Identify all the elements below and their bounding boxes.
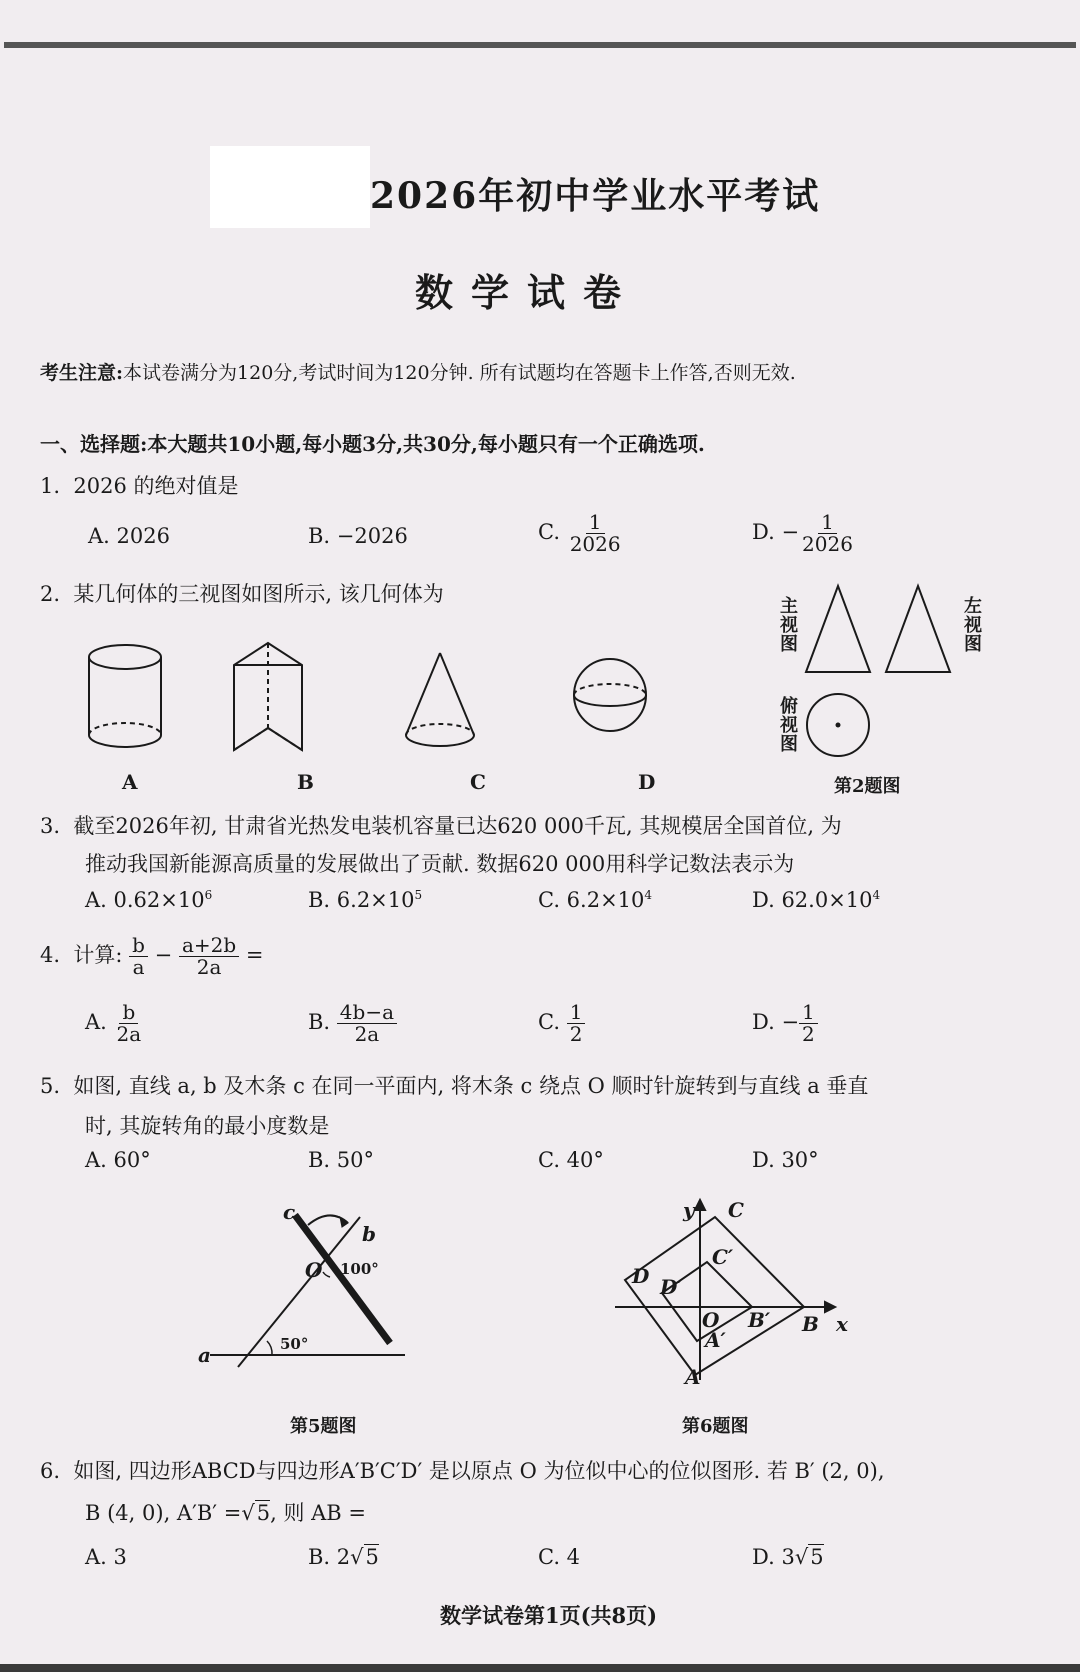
q4-equals: = bbox=[245, 943, 264, 967]
notice-text: 本试卷满分为120分,考试时间为120分钟. 所有试题均在答题卡上作答,否则无效. bbox=[123, 362, 796, 384]
q6-caption: 第6题图 bbox=[682, 1416, 749, 1437]
q3-line2: 推动我国新能源高质量的发展做出了贡献. 数据620 000用科学记数法表示为 bbox=[85, 852, 795, 876]
x-axis-arrow bbox=[825, 1302, 835, 1312]
fraction-denominator: 2 bbox=[569, 1022, 583, 1046]
q5-caption: 第5题图 bbox=[290, 1416, 357, 1437]
fraction-denominator: a bbox=[132, 955, 145, 979]
question-3 bbox=[40, 810, 842, 840]
q6-line2-radicand: 5 bbox=[256, 1501, 271, 1525]
q4-c-fraction bbox=[567, 1002, 586, 1045]
left-view-triangle bbox=[886, 586, 950, 672]
q5-line2: 时, 其旋转角的最小度数是 bbox=[85, 1114, 330, 1138]
q3-c-text: C. 6.2×10 bbox=[538, 888, 645, 912]
q3-option-d bbox=[752, 888, 880, 912]
q6-label-a: A bbox=[685, 1365, 701, 1389]
fraction-numerator: a+2b bbox=[179, 935, 239, 957]
q5-option-a: A. 60° bbox=[85, 1148, 151, 1172]
left-view-label: 左视图 bbox=[961, 596, 982, 653]
q6-option-c: C. 4 bbox=[538, 1545, 581, 1569]
q1-d-fraction bbox=[799, 512, 856, 555]
fraction-numerator: b bbox=[129, 935, 148, 957]
fraction-numerator: 1 bbox=[567, 1002, 586, 1024]
q5-option-d: D. 30° bbox=[752, 1148, 819, 1172]
q6-line2-end: , 则 AB = bbox=[270, 1501, 366, 1525]
q2-three-view-figure bbox=[798, 580, 968, 760]
q6-label-o: O bbox=[702, 1308, 720, 1332]
top-view-center bbox=[836, 723, 841, 728]
question-5 bbox=[40, 1070, 868, 1100]
q6-b-radicand: 5 bbox=[365, 1545, 379, 1569]
q6-option-a: A. 3 bbox=[85, 1545, 127, 1569]
section-heading: 一、选择题:本大题共10小题,每小题3分,共30分,每小题只有一个正确选项. bbox=[40, 432, 705, 456]
q1-c-fraction bbox=[567, 512, 624, 555]
q1-option-a: A. 2026 bbox=[88, 524, 170, 548]
q3-b-text: B. 6.2×10 bbox=[308, 888, 415, 912]
q4-option-d bbox=[752, 1002, 818, 1045]
q4-fraction-1 bbox=[129, 935, 148, 978]
question-2 bbox=[40, 578, 444, 608]
candidate-notice bbox=[40, 358, 796, 385]
q6-line2-start: B (4, 0), A′B′ = bbox=[85, 1501, 242, 1525]
q4-a-prefix: A. bbox=[85, 1010, 107, 1034]
top-view-label: 俯视图 bbox=[777, 696, 798, 753]
fraction-denominator: 2a bbox=[196, 955, 222, 979]
q6-label-b-prime: B′ bbox=[748, 1308, 771, 1332]
q5-fig-label-o: O bbox=[305, 1258, 323, 1282]
q3-option-b bbox=[308, 888, 422, 912]
q6-d-prefix: D. 3 bbox=[752, 1545, 795, 1569]
angle-50-arc bbox=[267, 1341, 272, 1355]
q1-option-d bbox=[752, 512, 856, 555]
fraction-denominator: 2026 bbox=[569, 532, 621, 556]
q4-fraction-2 bbox=[179, 935, 239, 978]
q4-option-a bbox=[85, 1002, 144, 1045]
q1-number: 1. bbox=[40, 474, 61, 498]
q6-label-d-prime: D′ bbox=[660, 1275, 683, 1299]
q5-fig-label-a: a bbox=[198, 1343, 211, 1367]
fraction-numerator: 1 bbox=[818, 512, 837, 534]
q2-caption: 第2题图 bbox=[834, 776, 901, 797]
q3-number: 3. bbox=[40, 814, 61, 838]
q6-label-d: D bbox=[632, 1264, 650, 1288]
q6-label-c: C bbox=[728, 1198, 744, 1222]
q2-label-b: B bbox=[297, 770, 314, 794]
q2-number: 2. bbox=[40, 582, 61, 606]
notice-label: 考生注意: bbox=[40, 362, 124, 384]
q6-b-prefix: B. 2 bbox=[308, 1545, 351, 1569]
q5-option-c: C. 40° bbox=[538, 1148, 604, 1172]
q6-label-c-prime: C′ bbox=[712, 1245, 734, 1269]
q6-figure bbox=[610, 1195, 850, 1395]
fraction-numerator: 1 bbox=[799, 1002, 818, 1024]
q5-line1: 如图, 直线 a, b 及木条 c 在同一平面内, 将木条 c 绕点 O 顺时针旋转到与直线 a 垂直 bbox=[73, 1074, 869, 1098]
q3-d-text: D. 62.0×10 bbox=[752, 888, 873, 912]
q1-stem: 2026 的绝对值是 bbox=[73, 474, 239, 498]
q4-a-fraction bbox=[114, 1002, 145, 1045]
top-border bbox=[4, 42, 1076, 48]
sphere-shape bbox=[574, 659, 646, 731]
question-6 bbox=[40, 1455, 885, 1485]
q5-number: 5. bbox=[40, 1074, 61, 1098]
y-axis-arrow bbox=[695, 1200, 705, 1210]
q2-label-c: C bbox=[470, 770, 486, 794]
fraction-numerator: 4b−a bbox=[337, 1002, 397, 1024]
q4-stem: 计算: bbox=[73, 943, 123, 967]
fraction-denominator: 2 bbox=[802, 1022, 815, 1046]
q4-minus: − bbox=[154, 943, 173, 967]
cone-shape bbox=[406, 653, 474, 746]
q1-option-c bbox=[538, 512, 624, 555]
q4-d-fraction bbox=[799, 1002, 818, 1045]
q6-number: 6. bbox=[40, 1459, 61, 1483]
q6-line1: 如图, 四边形ABCD与四边形A′B′C′D′ 是以原点 O 为位似中心的位似图形. 若 B′ (2, 0), bbox=[73, 1459, 885, 1483]
q2-solids-figure bbox=[80, 635, 710, 760]
q1-option-b: B. −2026 bbox=[308, 524, 408, 548]
q1-d-prefix: D. − bbox=[752, 520, 800, 544]
q5-angle-50: 50° bbox=[280, 1335, 309, 1353]
q5-option-b: B. 50° bbox=[308, 1148, 375, 1172]
q3-d-exponent: 4 bbox=[872, 888, 881, 902]
q2-label-a: A bbox=[122, 770, 138, 794]
redaction-box bbox=[210, 146, 370, 228]
q4-number: 4. bbox=[40, 943, 61, 967]
main-view-triangle bbox=[806, 586, 870, 672]
prism-shape bbox=[234, 643, 302, 750]
fraction-numerator: b bbox=[119, 1002, 138, 1024]
q6-label-a-prime: A′ bbox=[705, 1328, 726, 1352]
q5-angle-100: 100° bbox=[340, 1260, 379, 1278]
q3-a-text: A. 0.62×10 bbox=[85, 888, 205, 912]
q3-c-exponent: 4 bbox=[644, 888, 653, 902]
q3-option-c bbox=[538, 888, 652, 912]
q6-d-radicand: 5 bbox=[810, 1545, 824, 1569]
q4-b-prefix: B. bbox=[308, 1010, 331, 1034]
q5-fig-label-c: c bbox=[283, 1200, 296, 1224]
q6-label-b: B bbox=[802, 1312, 819, 1336]
q6-option-d: D. 3√5 bbox=[752, 1545, 824, 1569]
q6-label-x: x bbox=[836, 1312, 848, 1336]
exam-title: 2026年初中学业水平考试 bbox=[370, 175, 821, 217]
fraction-numerator: 1 bbox=[586, 512, 605, 534]
q4-option-c bbox=[538, 1002, 585, 1045]
page-footer: 数学试卷第1页(共8页) bbox=[440, 1603, 658, 1628]
bottom-border bbox=[0, 1664, 1080, 1672]
q3-b-exponent: 5 bbox=[414, 888, 423, 902]
cylinder-shape bbox=[89, 645, 161, 747]
q1-c-prefix: C. bbox=[538, 520, 560, 544]
q3-line1: 截至2026年初, 甘肃省光热发电装机容量已达620 000千瓦, 其规模居全国首位, 为 bbox=[73, 814, 842, 838]
exam-subtitle: 数学试卷 bbox=[415, 270, 640, 315]
q4-c-prefix: C. bbox=[538, 1010, 560, 1034]
q5-fig-label-b: b bbox=[362, 1222, 376, 1246]
q3-option-a bbox=[85, 888, 212, 912]
q6-option-b: B. 2√5 bbox=[308, 1545, 379, 1569]
q4-d-prefix: D. − bbox=[752, 1010, 800, 1034]
q2-label-d: D bbox=[638, 770, 656, 794]
q2-stem: 某几何体的三视图如图所示, 该几何体为 bbox=[73, 582, 444, 606]
q4-option-b bbox=[308, 1002, 397, 1045]
q3-a-exponent: 6 bbox=[204, 888, 213, 902]
angle-100-arc bbox=[323, 1272, 330, 1277]
q6-label-y: y bbox=[683, 1198, 695, 1222]
main-view-label: 主视图 bbox=[777, 596, 798, 653]
fraction-denominator: 2026 bbox=[802, 532, 853, 556]
question-4 bbox=[40, 935, 263, 978]
question-1 bbox=[40, 470, 239, 500]
fraction-denominator: 2a bbox=[354, 1022, 380, 1046]
q6-line2: B (4, 0), A′B′ =√5, 则 AB = bbox=[85, 1501, 366, 1525]
q4-b-fraction bbox=[337, 1002, 397, 1045]
fraction-denominator: 2a bbox=[116, 1022, 142, 1046]
